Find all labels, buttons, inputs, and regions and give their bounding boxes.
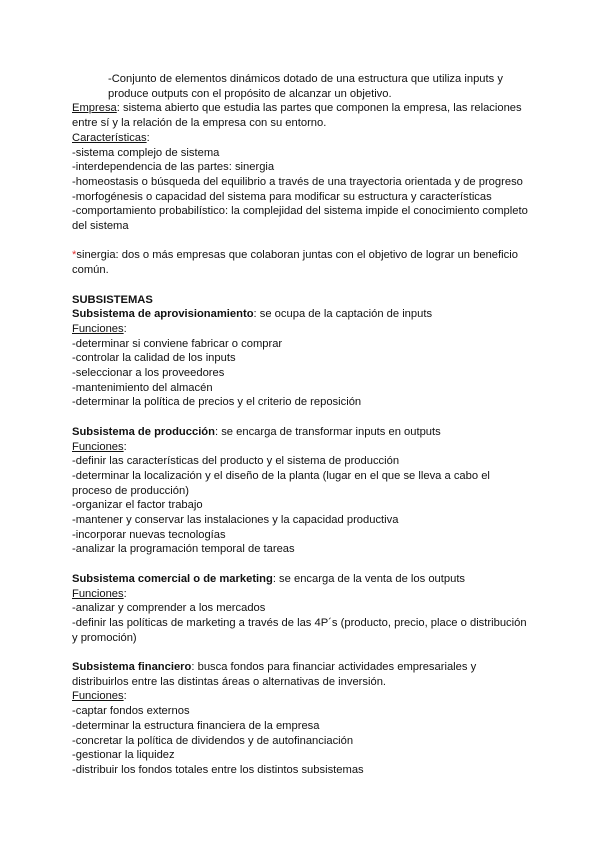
caracteristicas-heading: Características: bbox=[72, 131, 150, 144]
spacer bbox=[72, 645, 532, 660]
sinergia-note: *sinergia: dos o más empresas que colaboran juntas con el objetivo de lograr un beneficio bbox=[72, 249, 518, 262]
list-item: -analizar y comprender a los mercados bbox=[72, 602, 266, 615]
list-item: -definir las políticas de marketing a través de las 4P´s (producto, precio, place o distribución bbox=[72, 616, 527, 629]
asterisk-mark: * bbox=[72, 249, 77, 262]
list-item: del sistema bbox=[72, 220, 129, 233]
list-item: -captar fondos externos bbox=[72, 705, 190, 718]
aprovisionamiento-heading: Subsistema de aprovisionamiento: se ocupa de la captación de inputs bbox=[72, 308, 433, 321]
subsistemas-title: SUBSISTEMAS bbox=[72, 293, 153, 306]
produccion-heading: Subsistema de producción: se encarga de transformar inputs en outputs bbox=[72, 425, 441, 438]
list-item: -determinar la estructura financiera de la empresa bbox=[72, 719, 320, 732]
list-item: -comportamiento probabilístico: la complejidad del sistema impide el conocimiento completo bbox=[72, 205, 528, 218]
document-page bbox=[72, 72, 532, 778]
empresa-def-1: : sistema abierto que estudia las partes que componen la empresa, las relaciones bbox=[116, 102, 522, 115]
caracteristicas-list bbox=[72, 146, 532, 234]
list-item: -controlar la calidad de los inputs bbox=[72, 352, 236, 365]
list-item: proceso de producción) bbox=[72, 484, 189, 497]
spacer bbox=[72, 410, 532, 425]
list-item: -organizar el factor trabajo bbox=[72, 499, 203, 512]
empresa-term: Empresa bbox=[72, 102, 117, 115]
list-item: -concretar la política de dividendos y de autofinanciación bbox=[72, 734, 354, 747]
empresa-def-2: entre sí y la relación de la empresa con su entorno. bbox=[72, 117, 327, 130]
list-item: -determinar la localización y el diseño de la planta (lugar en el que se lleva a cabo el bbox=[72, 469, 490, 482]
spacer bbox=[72, 278, 532, 293]
sinergia-note-2: común. bbox=[72, 264, 109, 277]
list-item: -homeostasis o búsqueda del equilibrio a través de una trayectoria orientada y de progreso bbox=[72, 175, 523, 188]
list-item: -interdependencia de las partes: sinergia bbox=[72, 161, 275, 174]
financiero-funciones: Funciones: bbox=[72, 690, 127, 703]
list-item: -determinar si conviene fabricar o comprar bbox=[72, 337, 283, 350]
intro-line-2: produce outputs con el propósito de alcanzar un objetivo. bbox=[108, 87, 392, 100]
list-item: -analizar la programación temporal de tareas bbox=[72, 543, 295, 556]
list-item: -determinar la política de precios y el criterio de reposición bbox=[72, 396, 362, 409]
list-item: y promoción) bbox=[72, 631, 137, 644]
list-item: -distribuir los fondos totales entre los distintos subsistemas bbox=[72, 763, 364, 776]
spacer bbox=[72, 557, 532, 572]
comercial-funciones: Funciones: bbox=[72, 587, 127, 600]
list-item: -mantenimiento del almacén bbox=[72, 381, 213, 394]
financiero-desc-2: distribuirlos entre las distintas áreas o alternativas de inversión. bbox=[72, 675, 387, 688]
financiero-heading: Subsistema financiero: busca fondos para financiar actividades empresariales y bbox=[72, 661, 477, 674]
list-item: -incorporar nuevas tecnologías bbox=[72, 528, 226, 541]
list-item: -definir las características del producto y el sistema de producción bbox=[72, 455, 400, 468]
list-item: -sistema complejo de sistema bbox=[72, 146, 220, 159]
produccion-funciones: Funciones: bbox=[72, 440, 127, 453]
intro-line-1: -Conjunto de elementos dinámicos dotado de una estructura que utiliza inputs y bbox=[108, 73, 503, 85]
spacer bbox=[72, 234, 532, 249]
list-item: -gestionar la liquidez bbox=[72, 749, 175, 762]
list-item: -morfogénesis o capacidad del sistema para modificar su estructura y características bbox=[72, 190, 492, 203]
list-item: -mantener y conservar las instalaciones y la capacidad productiva bbox=[72, 514, 399, 527]
comercial-heading: Subsistema comercial o de marketing: se encarga de la venta de los outputs bbox=[72, 572, 466, 585]
aprovisionamiento-funciones: Funciones: bbox=[72, 322, 127, 335]
list-item: -seleccionar a los proveedores bbox=[72, 367, 225, 380]
empresa-definition bbox=[72, 101, 532, 116]
